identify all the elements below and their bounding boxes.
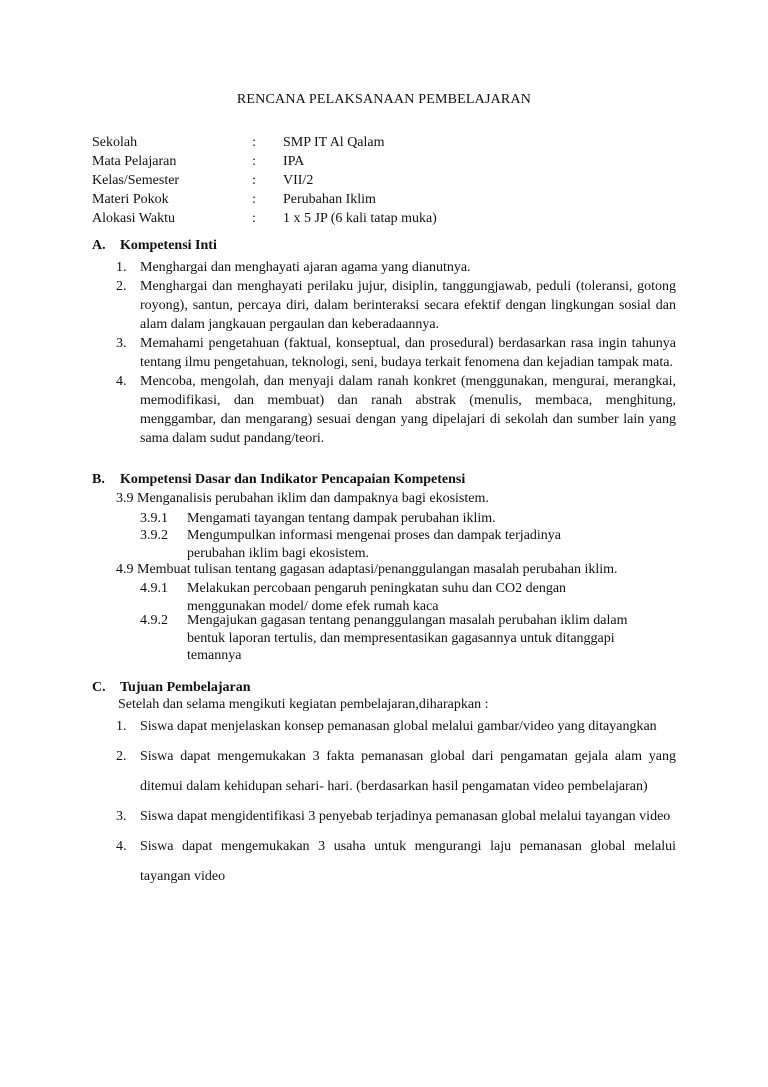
- list-item: [116, 277, 676, 334]
- section-letter: A.: [92, 238, 106, 253]
- tujuan-list: [116, 712, 676, 892]
- indicator-number: 4.9.2: [140, 613, 168, 628]
- item-number: 2.: [116, 279, 127, 294]
- item-text: Menghargai dan menghayati ajaran agama yang dianutnya.: [140, 260, 471, 275]
- identity-colon: :: [252, 154, 256, 169]
- item-text: Siswa dapat mengidentifikasi 3 penyebab terjadinya pemanasan global melalui tayangan video: [140, 809, 671, 824]
- indicator-number: 3.9.1: [140, 511, 168, 526]
- indicator-item: [140, 510, 660, 528]
- kd-4-9: 4.9 Membuat tulisan tentang gagasan adaptasi/penanggulangan masalah perubahan iklim.: [116, 562, 618, 577]
- item-text: Siswa dapat mengemukakan 3 usaha untuk mengurangi laju pemanasan global melalui tayangan video: [140, 839, 676, 884]
- section-b-heading: [92, 472, 465, 488]
- section-c-heading: [92, 680, 251, 696]
- identity-key: Alokasi Waktu: [92, 211, 175, 226]
- identity-value: VII/2: [283, 173, 314, 188]
- section-letter: B.: [92, 472, 105, 487]
- indicator-item: [140, 612, 660, 666]
- identity-colon: :: [252, 135, 256, 150]
- item-number: 2.: [116, 749, 127, 764]
- identity-key: Sekolah: [92, 135, 138, 150]
- section-title: Tujuan Pembelajaran: [120, 680, 251, 695]
- indicator-text: Mengajukan gagasan tentang penanggulangan masalah perubahan iklim dalam bentuk laporan tertulis, dan mempresentasikan gagasannya untuk ditanggapi temannya: [187, 613, 628, 663]
- identity-key: Materi Pokok: [92, 192, 169, 207]
- page-title: RENCANA PELAKSANAAN PEMBELAJARAN: [236, 92, 532, 107]
- item-number: 4.: [116, 839, 127, 854]
- item-number: 3.: [116, 336, 127, 351]
- identity-colon: :: [252, 173, 256, 188]
- item-number: 1.: [116, 260, 127, 275]
- list-item: [116, 258, 676, 277]
- list-item: [116, 372, 676, 448]
- identity-value: 1 x 5 JP (6 kali tatap muka): [283, 211, 437, 226]
- identity-key: Kelas/Semester: [92, 173, 180, 188]
- list-item: [116, 832, 676, 892]
- identity-colon: :: [252, 192, 256, 207]
- list-item: [116, 712, 676, 742]
- identity-value: IPA: [283, 154, 305, 169]
- indicator-item: [140, 580, 660, 616]
- item-number: 1.: [116, 719, 127, 734]
- section-title: Kompetensi Dasar dan Indikator Pencapaian Kompetensi: [120, 472, 466, 487]
- item-text: Menghargai dan menghayati perilaku jujur, disiplin, tanggungjawab, peduli (toleransi, gotong royong), santun, percaya diri, dalam berinteraksi secara efektif dengan lingkungan sosial dan alam dalam jangkauan pergaulan dan keberadaannya.: [140, 279, 676, 332]
- item-number: 3.: [116, 809, 127, 824]
- section-letter: C.: [92, 680, 106, 695]
- section-a-heading: [92, 238, 217, 254]
- indicator-number: 4.9.1: [140, 581, 168, 596]
- identity-value: SMP IT Al Qalam: [283, 135, 385, 150]
- list-item: [116, 742, 676, 802]
- tujuan-intro: Setelah dan selama mengikuti kegiatan pembelajaran,diharapkan :: [118, 697, 489, 712]
- item-text: Mencoba, mengolah, dan menyaji dalam ranah konkret (menggunakan, mengurai, merangkai, memodifikasi, dan membuat) dan ranah abstrak (menulis, membaca, menghitung, menggambar, dan mengarang) sesuai dengan yang dipelajari di sekolah dan sumber lain yang sama dalam sudut pandang/teori.: [140, 374, 676, 446]
- list-item: [116, 802, 676, 832]
- indicator-text: Mengumpulkan informasi mengenai proses dan dampak terjadinya perubahan iklim bagi ekosistem.: [187, 528, 562, 561]
- item-text: Siswa dapat mengemukakan 3 fakta pemanasan global dari pengamatan gejala alam yang ditemui dalam kehidupan sehari- hari. (berdasarkan hasil pengamatan video pembelajaran): [140, 749, 676, 794]
- item-text: Memahami pengetahuan (faktual, konseptual, dan prosedural) berdasarkan rasa ingin tahunya tentang ilmu pengetahuan, teknologi, seni, budaya terkait fenomena dan kejadian tampak mata.: [140, 336, 676, 370]
- identity-colon: :: [252, 211, 256, 226]
- section-title: Kompetensi Inti: [120, 238, 217, 253]
- list-item: [116, 334, 676, 372]
- indicator-text: Melakukan percobaan pengaruh peningkatan suhu dan CO2 dengan menggunakan model/ dome efek rumah kaca: [187, 581, 567, 614]
- indicator-text: Mengamati tayangan tentang dampak perubahan iklim.: [187, 511, 496, 526]
- identity-value: Perubahan Iklim: [283, 192, 376, 207]
- indicator-item: [140, 527, 660, 563]
- indicator-number: 3.9.2: [140, 528, 168, 543]
- kd-3-9: 3.9 Menganalisis perubahan iklim dan dampaknya bagi ekosistem.: [116, 491, 489, 506]
- item-number: 4.: [116, 374, 127, 389]
- kompetensi-inti-list: [116, 258, 676, 448]
- item-text: Siswa dapat menjelaskan konsep pemanasan global melalui gambar/video yang ditayangkan: [140, 719, 657, 734]
- identity-key: Mata Pelajaran: [92, 154, 177, 169]
